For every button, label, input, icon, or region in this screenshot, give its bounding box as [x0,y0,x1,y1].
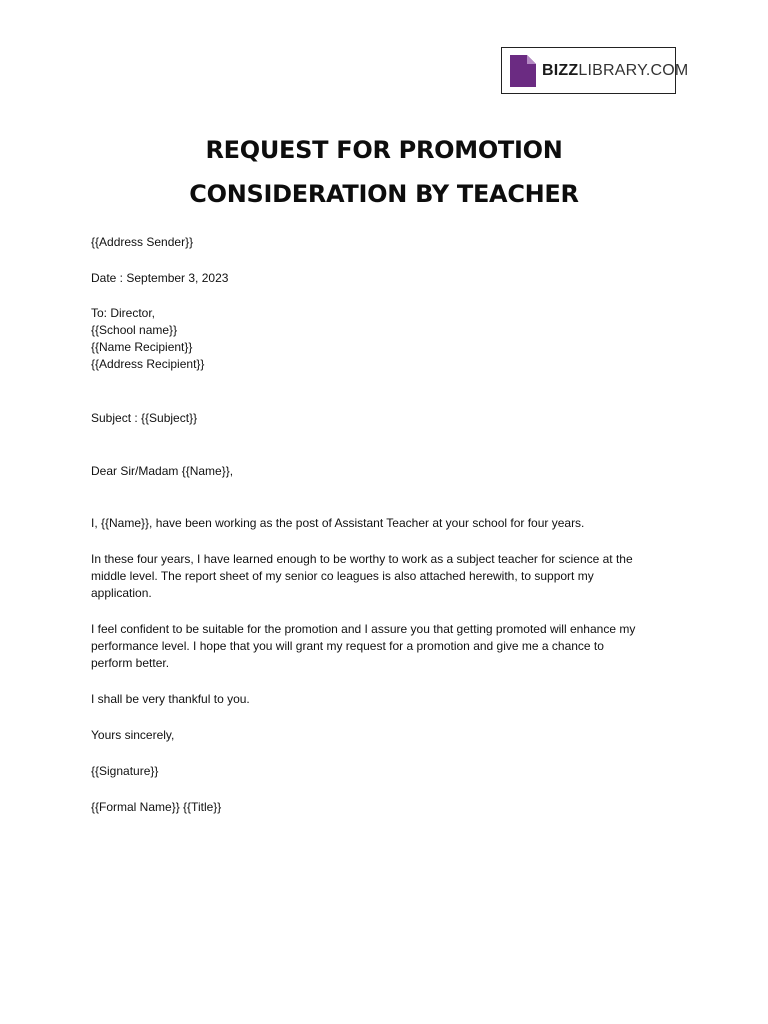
logo-text [542,61,688,81]
logo-brand-bold: BIZZ [542,62,579,79]
thanks-line: I shall be very thankful to you. [91,692,250,706]
subject-line: Subject : {{Subject}} [91,411,198,425]
paragraph-2-line-3: application. [91,586,152,600]
signature-placeholder: {{Signature}} [91,764,159,778]
letter-date: Date : September 3, 2023 [91,271,229,285]
paragraph-2-line-1: In these four years, I have learned enough to be worthy to work as a subject teacher for science at the [91,552,633,566]
school-name: {{School name}} [91,323,178,337]
document-icon [510,55,536,87]
paragraph-3-line-2: performance level. I hope that you will grant my request for a promotion and give me a chance to [91,639,604,653]
address-sender: {{Address Sender}} [91,235,194,249]
paragraph-2-line-2: middle level. The report sheet of my senior co leagues is also attached herewith, to support my [91,569,594,583]
paragraph-3-line-3: perform better. [91,656,170,670]
paragraph-1: I, {{Name}}, have been working as the post of Assistant Teacher at your school for four years. [91,516,585,530]
closing-line: Yours sincerely, [91,728,175,742]
address-recipient: {{Address Recipient}} [91,357,205,371]
logo-brand-light: LIBRARY.COM [578,62,689,79]
recipient-title: To: Director, [91,306,156,320]
paragraph-3-line-1: I feel confident to be suitable for the promotion and I assure you that getting promoted will enhance my [91,622,636,636]
document-title-line-2: CONSIDERATION BY TEACHER [189,180,579,208]
name-recipient: {{Name Recipient}} [91,340,193,354]
bizzlibrary-logo [501,47,689,94]
formal-name-title: {{Formal Name}} {{Title}} [91,800,222,814]
document-title-line-1: REQUEST FOR PROMOTION [205,136,563,164]
salutation: Dear Sir/Madam {{Name}}, [91,464,234,478]
